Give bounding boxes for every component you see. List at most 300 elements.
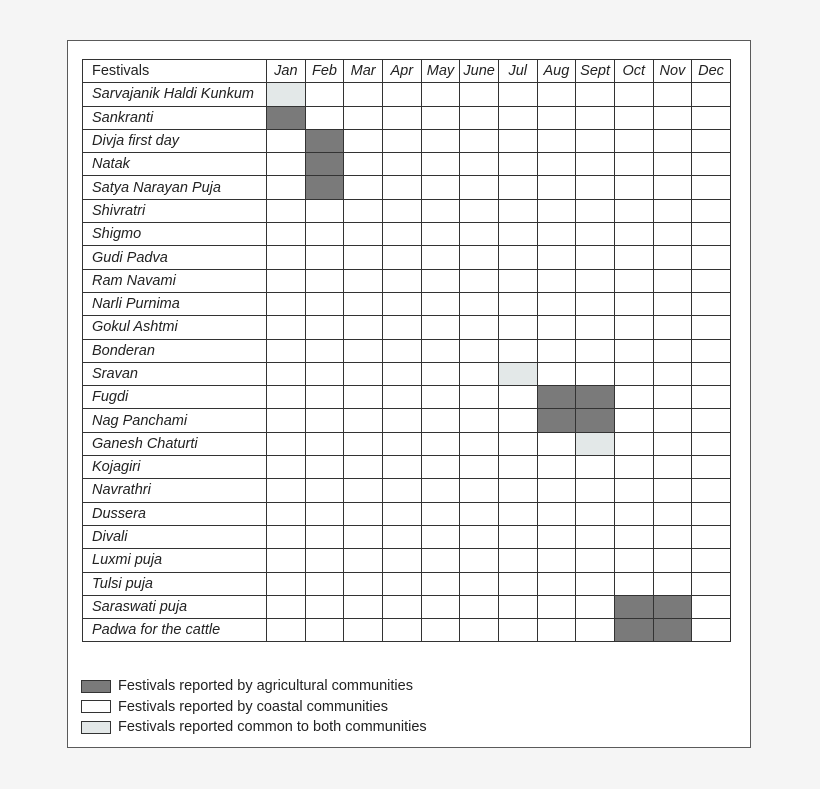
cell-agri [305, 153, 344, 176]
festival-name: Bonderan [83, 339, 267, 362]
cell-empty [653, 176, 692, 199]
cell-empty [576, 456, 615, 479]
cell-empty [498, 199, 537, 222]
cell-empty [382, 153, 421, 176]
cell-empty [421, 595, 460, 618]
cell-empty [344, 292, 383, 315]
cell-empty [421, 479, 460, 502]
table-row [83, 479, 731, 502]
festival-name: Dussera [83, 502, 267, 525]
cell-agri [653, 595, 692, 618]
cell-empty [692, 246, 731, 269]
cell-empty [537, 456, 576, 479]
cell-empty [537, 246, 576, 269]
month-header: June [460, 60, 499, 83]
cell-empty [614, 525, 653, 548]
month-header: Feb [305, 60, 344, 83]
festival-name: Sarvajanik Haldi Kunkum [83, 83, 267, 106]
cell-empty [421, 502, 460, 525]
table-row [83, 199, 731, 222]
cell-empty [692, 549, 731, 572]
table-row [83, 386, 731, 409]
cell-empty [653, 316, 692, 339]
cell-empty [267, 432, 306, 455]
cell-empty [653, 106, 692, 129]
cell-empty [614, 246, 653, 269]
cell-empty [576, 246, 615, 269]
table-body [83, 83, 731, 642]
cell-empty [421, 292, 460, 315]
cell-agri [576, 409, 615, 432]
cell-empty [537, 339, 576, 362]
cell-empty [614, 479, 653, 502]
cell-empty [305, 549, 344, 572]
cell-empty [614, 362, 653, 385]
cell-empty [460, 246, 499, 269]
cell-empty [267, 316, 306, 339]
cell-empty [421, 456, 460, 479]
cell-empty [382, 129, 421, 152]
month-header: Dec [692, 60, 731, 83]
cell-agri [537, 386, 576, 409]
cell-empty [382, 549, 421, 572]
cell-empty [421, 386, 460, 409]
cell-empty [267, 176, 306, 199]
cell-empty [344, 199, 383, 222]
cell-empty [614, 83, 653, 106]
cell-agri [537, 409, 576, 432]
cell-empty [267, 199, 306, 222]
cell-empty [267, 246, 306, 269]
cell-empty [305, 269, 344, 292]
month-header: Sept [576, 60, 615, 83]
cell-empty [692, 153, 731, 176]
festival-name: Natak [83, 153, 267, 176]
cell-empty [305, 339, 344, 362]
cell-empty [653, 246, 692, 269]
cell-empty [344, 153, 383, 176]
cell-both [498, 362, 537, 385]
cell-empty [305, 525, 344, 548]
cell-coast [537, 292, 576, 315]
cell-empty [305, 409, 344, 432]
cell-empty [460, 269, 499, 292]
cell-empty [382, 479, 421, 502]
cell-empty [267, 456, 306, 479]
cell-empty [576, 479, 615, 502]
cell-empty [692, 479, 731, 502]
cell-empty [344, 386, 383, 409]
cell-empty [576, 223, 615, 246]
festival-name: Tulsi puja [83, 572, 267, 595]
table-row [83, 292, 731, 315]
cell-empty [305, 316, 344, 339]
cell-empty [267, 223, 306, 246]
festival-name: Gudi Padva [83, 246, 267, 269]
cell-empty [537, 269, 576, 292]
cell-empty [344, 456, 383, 479]
cell-empty [267, 619, 306, 642]
cell-empty [460, 456, 499, 479]
cell-empty [576, 199, 615, 222]
cell-empty [498, 246, 537, 269]
cell-empty [460, 432, 499, 455]
cell-empty [267, 292, 306, 315]
cell-empty [344, 246, 383, 269]
cell-empty [305, 479, 344, 502]
cell-empty [305, 386, 344, 409]
table-row [83, 572, 731, 595]
cell-empty [537, 432, 576, 455]
cell-empty [692, 129, 731, 152]
cell-empty [498, 619, 537, 642]
cell-empty [614, 549, 653, 572]
cell-empty [576, 316, 615, 339]
cell-empty [421, 619, 460, 642]
cell-empty [498, 176, 537, 199]
cell-empty [344, 409, 383, 432]
table-row [83, 362, 731, 385]
cell-empty [421, 409, 460, 432]
cell-empty [537, 316, 576, 339]
festival-name: Shigmo [83, 223, 267, 246]
cell-empty [614, 386, 653, 409]
cell-empty [537, 362, 576, 385]
cell-empty [460, 525, 499, 548]
cell-empty [344, 362, 383, 385]
cell-empty [305, 292, 344, 315]
cell-empty [692, 409, 731, 432]
cell-empty [421, 223, 460, 246]
cell-empty [382, 619, 421, 642]
cell-empty [421, 246, 460, 269]
cell-empty [692, 502, 731, 525]
cell-empty [382, 595, 421, 618]
cell-empty [576, 595, 615, 618]
month-header: May [421, 60, 460, 83]
cell-empty [537, 479, 576, 502]
legend-item-both [81, 717, 427, 738]
cell-empty [614, 432, 653, 455]
table-row [83, 83, 731, 106]
cell-empty [653, 153, 692, 176]
cell-empty [576, 106, 615, 129]
cell-empty [421, 106, 460, 129]
cell-empty [692, 362, 731, 385]
cell-empty [382, 502, 421, 525]
cell-empty [267, 409, 306, 432]
cell-empty [537, 549, 576, 572]
cell-empty [537, 525, 576, 548]
month-header: Nov [653, 60, 692, 83]
month-header: Jan [267, 60, 306, 83]
cell-empty [421, 572, 460, 595]
cell-empty [382, 339, 421, 362]
cell-empty [460, 502, 499, 525]
legend-label: Festivals reported common to both communities [118, 719, 427, 736]
cell-empty [382, 456, 421, 479]
cell-empty [692, 106, 731, 129]
cell-empty [498, 83, 537, 106]
festival-name: Gokul Ashtmi [83, 316, 267, 339]
cell-empty [498, 549, 537, 572]
cell-empty [305, 572, 344, 595]
cell-agri [614, 595, 653, 618]
cell-empty [460, 549, 499, 572]
cell-empty [344, 549, 383, 572]
cell-empty [267, 386, 306, 409]
cell-empty [692, 316, 731, 339]
cell-empty [537, 223, 576, 246]
table-row [83, 106, 731, 129]
cell-empty [460, 106, 499, 129]
cell-empty [537, 572, 576, 595]
cell-empty [460, 223, 499, 246]
cell-empty [460, 362, 499, 385]
cell-empty [614, 223, 653, 246]
cell-empty [267, 502, 306, 525]
cell-empty [344, 83, 383, 106]
cell-empty [460, 619, 499, 642]
cell-empty [305, 362, 344, 385]
festival-name: Divja first day [83, 129, 267, 152]
festival-calendar-table [82, 59, 731, 642]
month-header: Apr [382, 60, 421, 83]
cell-empty [382, 106, 421, 129]
cell-empty [421, 83, 460, 106]
cell-empty [576, 619, 615, 642]
cell-empty [460, 409, 499, 432]
cell-empty [305, 456, 344, 479]
legend-label: Festivals reported by coastal communities [118, 698, 388, 715]
cell-empty [692, 525, 731, 548]
table-header-row [83, 60, 731, 83]
legend-label: Festivals reported by agricultural communities [118, 678, 413, 695]
cell-empty [576, 362, 615, 385]
cell-empty [653, 432, 692, 455]
cell-both [267, 83, 306, 106]
festival-name: Saraswati puja [83, 595, 267, 618]
cell-empty [421, 362, 460, 385]
cell-empty [382, 409, 421, 432]
festival-name: Ram Navami [83, 269, 267, 292]
cell-empty [382, 292, 421, 315]
cell-empty [305, 619, 344, 642]
cell-empty [344, 572, 383, 595]
cell-empty [382, 362, 421, 385]
table-row [83, 316, 731, 339]
cell-empty [614, 339, 653, 362]
cell-empty [576, 269, 615, 292]
cell-agri [305, 176, 344, 199]
cell-empty [498, 269, 537, 292]
cell-empty [692, 432, 731, 455]
legend [81, 676, 427, 738]
festival-name: Luxmi puja [83, 549, 267, 572]
cell-empty [460, 595, 499, 618]
cell-empty [653, 479, 692, 502]
festival-name: Nag Panchami [83, 409, 267, 432]
month-header: Oct [614, 60, 653, 83]
cell-empty [614, 316, 653, 339]
cell-empty [382, 572, 421, 595]
cell-empty [305, 246, 344, 269]
cell-empty [498, 409, 537, 432]
table-row [83, 129, 731, 152]
cell-empty [653, 362, 692, 385]
cell-empty [537, 595, 576, 618]
cell-both [576, 432, 615, 455]
cell-empty [382, 432, 421, 455]
cell-empty [305, 595, 344, 618]
cell-agri [267, 106, 306, 129]
cell-empty [382, 176, 421, 199]
month-header: Mar [344, 60, 383, 83]
cell-empty [576, 153, 615, 176]
legend-item-coast [81, 697, 427, 718]
cell-empty [692, 292, 731, 315]
cell-empty [305, 223, 344, 246]
cell-empty [692, 269, 731, 292]
cell-empty [653, 525, 692, 548]
cell-empty [305, 502, 344, 525]
cell-empty [267, 525, 306, 548]
festivals-column-header: Festivals [83, 60, 267, 83]
cell-empty [653, 199, 692, 222]
cell-empty [421, 199, 460, 222]
cell-empty [576, 129, 615, 152]
cell-empty [267, 153, 306, 176]
festival-name: Divali [83, 525, 267, 548]
cell-empty [576, 502, 615, 525]
cell-empty [344, 339, 383, 362]
table-row [83, 525, 731, 548]
table-row [83, 339, 731, 362]
cell-empty [576, 176, 615, 199]
cell-empty [537, 199, 576, 222]
cell-empty [344, 479, 383, 502]
cell-empty [267, 572, 306, 595]
cell-empty [382, 269, 421, 292]
cell-empty [653, 549, 692, 572]
table-row [83, 432, 731, 455]
cell-empty [382, 316, 421, 339]
cell-empty [344, 525, 383, 548]
cell-empty [498, 479, 537, 502]
festival-name: Navrathri [83, 479, 267, 502]
cell-empty [498, 525, 537, 548]
cell-empty [267, 549, 306, 572]
cell-empty [267, 362, 306, 385]
cell-empty [498, 595, 537, 618]
cell-empty [382, 83, 421, 106]
festival-name: Shivratri [83, 199, 267, 222]
cell-empty [267, 595, 306, 618]
table-row [83, 549, 731, 572]
cell-empty [344, 129, 383, 152]
cell-empty [537, 129, 576, 152]
cell-empty [537, 176, 576, 199]
cell-empty [537, 153, 576, 176]
cell-empty [614, 409, 653, 432]
cell-empty [382, 386, 421, 409]
cell-empty [614, 456, 653, 479]
cell-empty [653, 129, 692, 152]
cell-empty [460, 339, 499, 362]
cell-empty [305, 432, 344, 455]
cell-empty [460, 572, 499, 595]
month-header: Jul [498, 60, 537, 83]
cell-empty [421, 269, 460, 292]
festival-name: Sravan [83, 362, 267, 385]
cell-empty [421, 549, 460, 572]
cell-empty [344, 316, 383, 339]
cell-empty [498, 432, 537, 455]
table-row [83, 176, 731, 199]
cell-empty [421, 525, 460, 548]
cell-empty [692, 619, 731, 642]
cell-empty [537, 502, 576, 525]
cell-empty [344, 502, 383, 525]
cell-empty [421, 339, 460, 362]
cell-empty [614, 106, 653, 129]
cell-empty [614, 153, 653, 176]
cell-empty [537, 619, 576, 642]
cell-empty [344, 432, 383, 455]
cell-empty [692, 572, 731, 595]
legend-swatch [81, 700, 111, 713]
cell-empty [692, 386, 731, 409]
cell-empty [576, 339, 615, 362]
cell-empty [421, 176, 460, 199]
cell-empty [614, 199, 653, 222]
cell-empty [692, 339, 731, 362]
cell-empty [692, 223, 731, 246]
cell-agri [614, 619, 653, 642]
cell-coast [498, 292, 537, 315]
cell-empty [344, 106, 383, 129]
cell-empty [460, 316, 499, 339]
cell-empty [653, 502, 692, 525]
cell-empty [305, 83, 344, 106]
legend-swatch [81, 680, 111, 693]
cell-agri [576, 386, 615, 409]
cell-empty [421, 432, 460, 455]
cell-empty [498, 572, 537, 595]
cell-empty [576, 525, 615, 548]
cell-empty [421, 153, 460, 176]
cell-empty [692, 199, 731, 222]
cell-empty [267, 129, 306, 152]
cell-empty [653, 292, 692, 315]
cell-empty [498, 502, 537, 525]
cell-empty [460, 479, 499, 502]
cell-empty [653, 409, 692, 432]
cell-empty [460, 199, 499, 222]
cell-empty [653, 339, 692, 362]
cell-empty [576, 549, 615, 572]
cell-empty [460, 292, 499, 315]
cell-empty [614, 292, 653, 315]
cell-empty [614, 176, 653, 199]
cell-empty [498, 153, 537, 176]
cell-empty [614, 572, 653, 595]
cell-empty [498, 386, 537, 409]
cell-empty [460, 83, 499, 106]
table-row [83, 223, 731, 246]
cell-empty [653, 386, 692, 409]
festival-name: Satya Narayan Puja [83, 176, 267, 199]
